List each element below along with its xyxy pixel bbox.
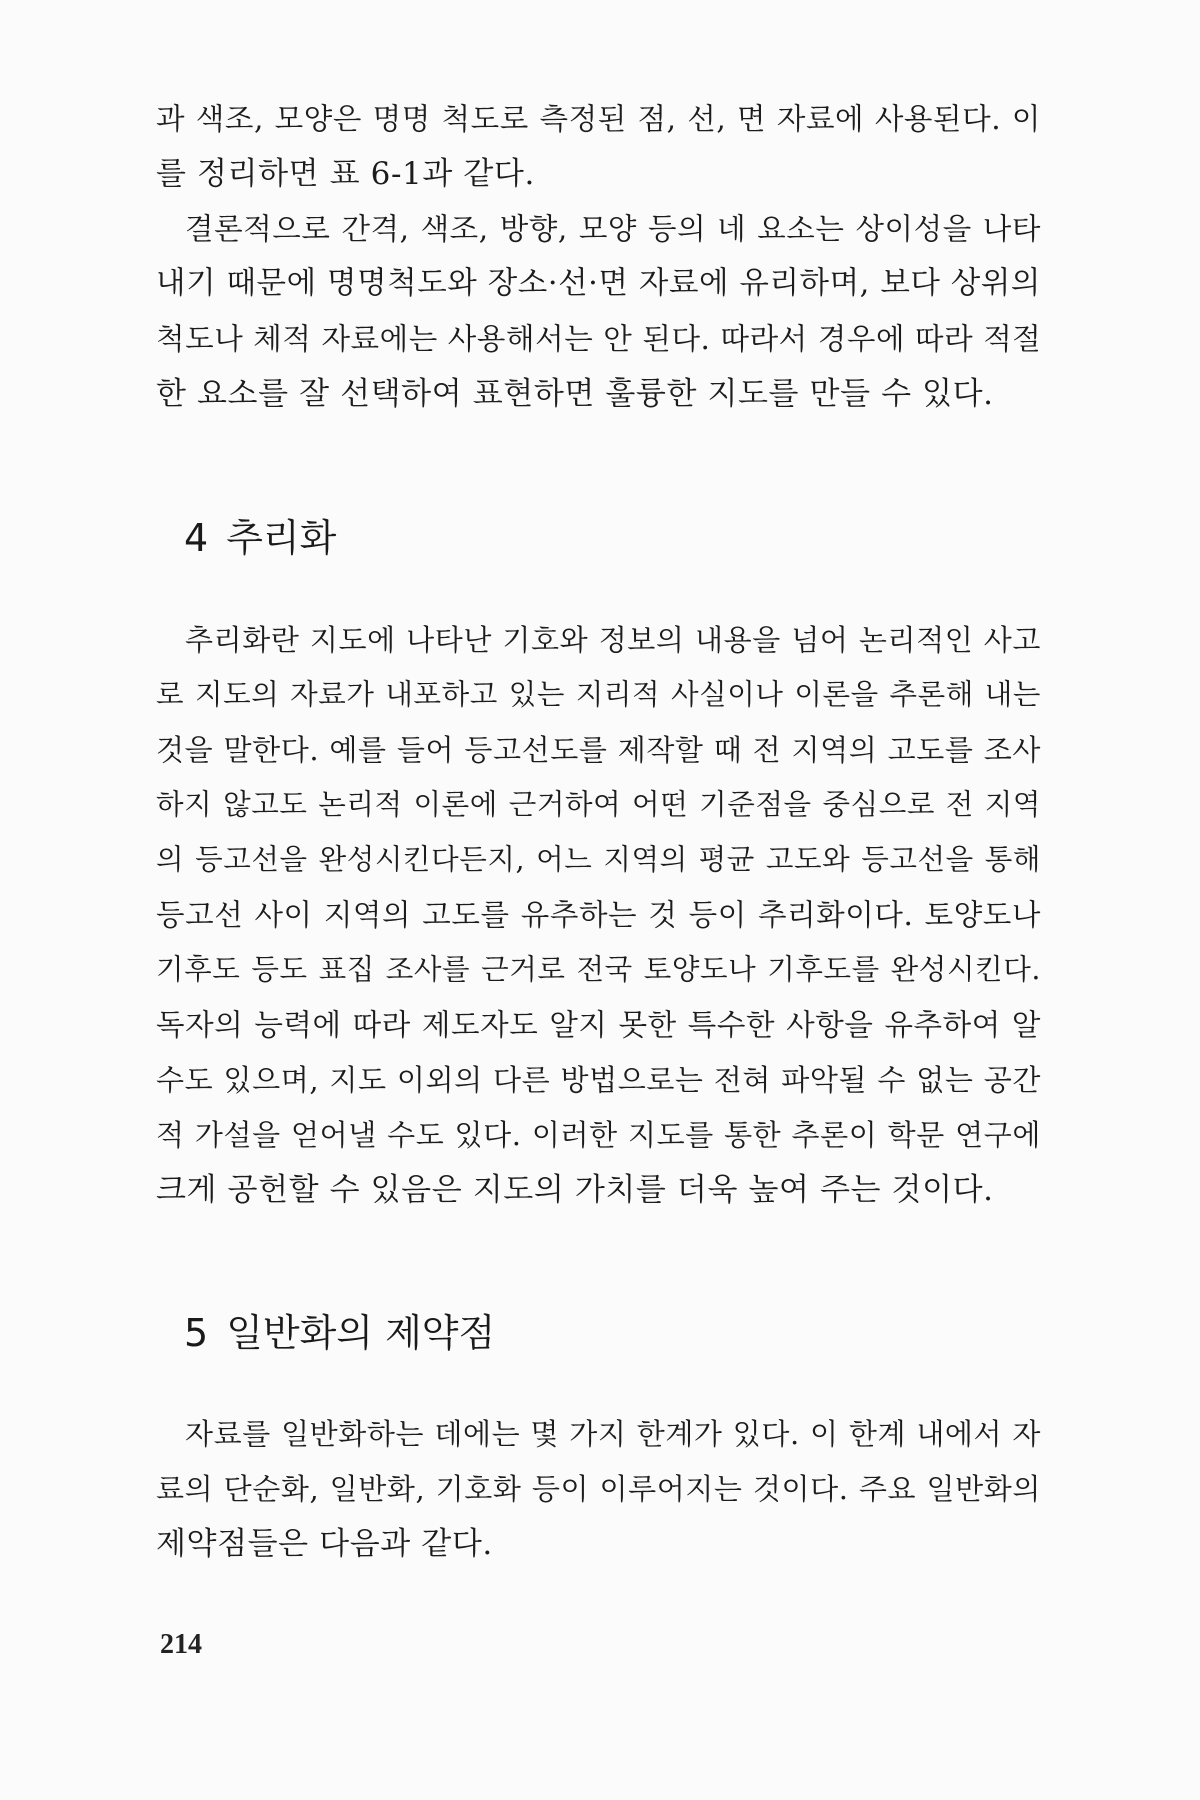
section-4-line-10: 적 가설을 얻어낼 수도 있다. 이러한 지도를 통한 추론이 학문 연구에 bbox=[156, 1118, 1041, 1152]
section-4-number: 4 bbox=[184, 516, 209, 560]
section-4-line-3: 것을 말한다. 예를 들어 등고선도를 제작할 때 전 지역의 고도를 조사 bbox=[156, 733, 1041, 767]
section-4-line-9: 수도 있으며, 지도 이외의 다른 방법으로는 전혀 파악될 수 없는 공간 bbox=[156, 1063, 1041, 1097]
section-5-line-3: 제약점들은 다음과 같다. bbox=[156, 1526, 493, 1562]
page-number: 214 bbox=[160, 1629, 202, 1660]
section-5-title: 일반화의 제약점 bbox=[226, 1311, 496, 1355]
section-5-line-2: 료의 단순화, 일반화, 기호화 등이 이루어지는 것이다. 주요 일반화의 bbox=[156, 1472, 1041, 1506]
section-4-line-7: 기후도 등도 표집 조사를 근거로 전국 토양도나 기후도를 완성시킨다. bbox=[156, 953, 1041, 986]
intro-line-3: 결론적으로 간격, 색조, 방향, 모양 등의 네 요소는 상이성을 나타 bbox=[185, 212, 1041, 246]
section-4-line-11: 크게 공헌할 수 있음은 지도의 가치를 더욱 높여 주는 것이다. bbox=[156, 1172, 994, 1208]
intro-line-5: 척도나 체적 자료에는 사용해서는 안 된다. 따라서 경우에 따라 적절 bbox=[156, 322, 1042, 356]
section-4-line-4: 하지 않고도 논리적 이론에 근거하여 어떤 기준점을 중심으로 전 지역 bbox=[156, 788, 1041, 821]
intro-line-6: 한 요소를 잘 선택하여 표현하면 훌륭한 지도를 만들 수 있다. bbox=[156, 376, 994, 412]
section-5-number: 5 bbox=[184, 1311, 209, 1355]
section-5-line-1: 자료를 일반화하는 데에는 몇 가지 한계가 있다. 이 한계 내에서 자 bbox=[185, 1417, 1041, 1451]
section-4-line-5: 의 등고선을 완성시킨다든지, 어느 지역의 평균 고도와 등고선을 통해 bbox=[156, 843, 1041, 876]
section-4-line-8: 독자의 능력에 따라 제도자도 알지 못한 특수한 사항을 유추하여 알 bbox=[156, 1008, 1041, 1042]
section-4-line-6: 등고선 사이 지역의 고도를 유추하는 것 등이 추리화이다. 토양도나 bbox=[156, 898, 1041, 932]
section-4-heading bbox=[184, 513, 336, 563]
intro-line-4: 내기 때문에 명명척도와 장소·선·면 자료에 유리하며, 보다 상위의 bbox=[156, 266, 1041, 301]
section-5-heading bbox=[184, 1308, 495, 1358]
intro-line-1: 과 색조, 모양은 명명 척도로 측정된 점, 선, 면 자료에 사용된다. 이 bbox=[156, 102, 1041, 136]
section-4-line-1: 추리화란 지도에 나타난 기호와 정보의 내용을 넘어 논리적인 사고 bbox=[185, 623, 1041, 657]
intro-line-2: 를 정리하면 표 6-1과 같다. bbox=[156, 156, 535, 192]
section-4-title: 추리화 bbox=[226, 516, 337, 560]
section-4-line-2: 로 지도의 자료가 내포하고 있는 지리적 사실이나 이론을 추론해 내는 bbox=[156, 678, 1041, 711]
